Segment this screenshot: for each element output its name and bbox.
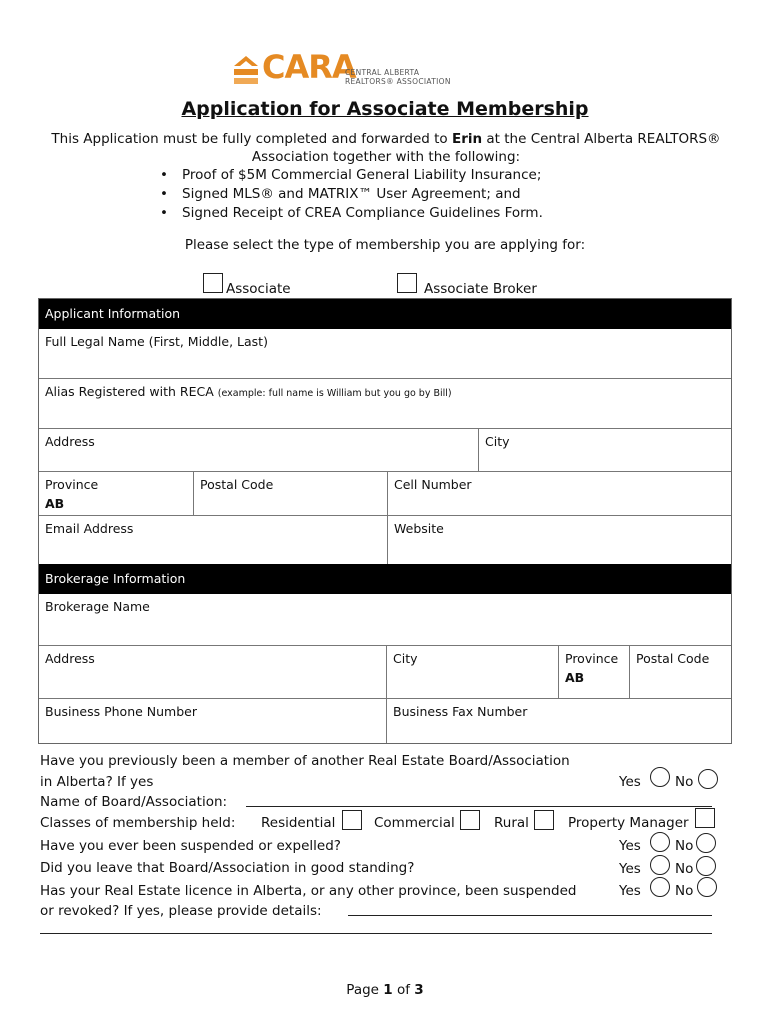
residential-label: Residential bbox=[261, 815, 336, 831]
licence-yes-radio[interactable] bbox=[650, 877, 670, 897]
logo-subtitle: CENTRAL ALBERTA REALTORS® ASSOCIATION bbox=[345, 68, 451, 86]
licence-no-label: No bbox=[675, 883, 694, 899]
prev-member-question: Have you previously been a member of another Real Estate Board/Association bbox=[40, 753, 570, 769]
good-standing-question: Did you leave that Board/Association in good standing? bbox=[40, 860, 415, 876]
cara-logo-icon bbox=[232, 54, 260, 86]
suspended-yes-radio[interactable] bbox=[650, 832, 670, 852]
intro-text: This Application must be fully completed and forwarded to Erin at the Central Alberta REALTORS® Association together with the following: bbox=[51, 131, 721, 165]
business-fax-field[interactable] bbox=[386, 698, 731, 743]
business-fax-label: Business Fax Number bbox=[393, 704, 528, 719]
province-label: Province bbox=[45, 477, 99, 492]
licence-yes-label: Yes bbox=[619, 883, 641, 899]
full-name-field[interactable] bbox=[39, 329, 731, 378]
good-standing-yes-radio[interactable] bbox=[650, 855, 670, 875]
classes-label: Classes of membership held: bbox=[40, 815, 236, 831]
licence-details-input-line2[interactable] bbox=[40, 933, 712, 934]
business-phone-label: Business Phone Number bbox=[45, 704, 198, 719]
applicant-postal-field[interactable] bbox=[193, 471, 387, 515]
associate-label: Associate bbox=[226, 281, 291, 297]
brokerage-province-label: Province bbox=[565, 651, 619, 666]
property-manager-label: Property Manager bbox=[568, 815, 689, 831]
brokerage-name-label: Brokerage Name bbox=[45, 599, 150, 614]
alias-label: Alias Registered with RECA bbox=[45, 384, 214, 399]
applicant-section-header: Applicant Information bbox=[39, 299, 731, 329]
page-title: Application for Associate Membership bbox=[181, 98, 589, 120]
good-standing-yes-label: Yes bbox=[619, 861, 641, 877]
commercial-label: Commercial bbox=[374, 815, 455, 831]
alias-field[interactable] bbox=[39, 378, 731, 428]
address-label: Address bbox=[45, 434, 95, 449]
licence-question: Has your Real Estate licence in Alberta, or any other province, been suspended bbox=[40, 883, 577, 899]
good-standing-no-label: No bbox=[675, 861, 694, 877]
list-item: • Proof of $5M Commercial General Liability Insurance; bbox=[156, 166, 543, 185]
brokerage-postal-field[interactable] bbox=[629, 645, 731, 698]
list-item: • Signed MLS® and MATRIX™ User Agreement; and bbox=[156, 185, 543, 204]
brokerage-city-label: City bbox=[393, 651, 418, 666]
email-label: Email Address bbox=[45, 521, 134, 536]
good-standing-no-radio[interactable] bbox=[696, 856, 716, 876]
full-name-label: Full Legal Name (First, Middle, Last) bbox=[45, 334, 268, 349]
brokerage-name-field[interactable] bbox=[39, 594, 731, 645]
brokerage-address-field[interactable] bbox=[39, 645, 386, 698]
licence-no-radio[interactable] bbox=[697, 877, 717, 897]
city-label: City bbox=[485, 434, 510, 449]
page-footer: Page 1 of 3 bbox=[346, 982, 424, 998]
website-field[interactable] bbox=[387, 515, 731, 564]
licence-details-input[interactable] bbox=[348, 915, 712, 916]
property-manager-checkbox[interactable] bbox=[695, 808, 715, 828]
applicant-address-field[interactable] bbox=[39, 428, 478, 471]
list-item: • Signed Receipt of CREA Compliance Guidelines Form. bbox=[156, 204, 543, 223]
alias-example: (example: full name is William but you go by Bill) bbox=[217, 388, 452, 399]
brokerage-city-field[interactable] bbox=[386, 645, 558, 698]
applicant-city-field[interactable] bbox=[478, 428, 731, 471]
postal-label: Postal Code bbox=[200, 477, 274, 492]
suspended-yes-label: Yes bbox=[619, 838, 641, 854]
prev-member-yes-label: Yes bbox=[619, 774, 641, 790]
requirements-list bbox=[156, 166, 543, 223]
associate-broker-label: Associate Broker bbox=[424, 281, 537, 297]
rural-label: Rural bbox=[494, 815, 529, 831]
brokerage-section-header: Brokerage Information bbox=[39, 564, 731, 594]
residential-checkbox[interactable] bbox=[342, 810, 362, 830]
brokerage-address-label: Address bbox=[45, 651, 95, 666]
brokerage-postal-label: Postal Code bbox=[636, 651, 710, 666]
website-label: Website bbox=[394, 521, 444, 536]
prev-member-no-label: No bbox=[675, 774, 694, 790]
applicant-province-field[interactable] bbox=[39, 471, 193, 515]
email-field[interactable] bbox=[39, 515, 387, 564]
cell-label: Cell Number bbox=[394, 477, 472, 492]
membership-form bbox=[38, 298, 732, 744]
business-phone-field[interactable] bbox=[39, 698, 386, 743]
associate-broker-checkbox[interactable] bbox=[397, 273, 417, 293]
prev-member-no-radio[interactable] bbox=[698, 769, 718, 789]
suspended-question: Have you ever been suspended or expelled? bbox=[40, 838, 341, 854]
cell-number-field[interactable] bbox=[387, 471, 731, 515]
board-name-input[interactable] bbox=[246, 806, 712, 807]
brokerage-province-value: AB bbox=[565, 670, 585, 685]
board-name-label: Name of Board/Association: bbox=[40, 794, 228, 810]
commercial-checkbox[interactable] bbox=[460, 810, 480, 830]
province-value: AB bbox=[45, 496, 65, 511]
rural-checkbox[interactable] bbox=[534, 810, 554, 830]
logo-wordmark: CARA bbox=[262, 48, 356, 86]
associate-checkbox[interactable] bbox=[203, 273, 223, 293]
suspended-no-radio[interactable] bbox=[696, 833, 716, 853]
brokerage-province-field[interactable] bbox=[558, 645, 629, 698]
membership-prompt: Please select the type of membership you are applying for: bbox=[184, 237, 586, 253]
licence-question-cont: or revoked? If yes, please provide details: bbox=[40, 903, 322, 919]
prev-member-yes-radio[interactable] bbox=[650, 767, 670, 787]
suspended-no-label: No bbox=[675, 838, 694, 854]
prev-member-question-cont: in Alberta? If yes bbox=[40, 774, 154, 790]
